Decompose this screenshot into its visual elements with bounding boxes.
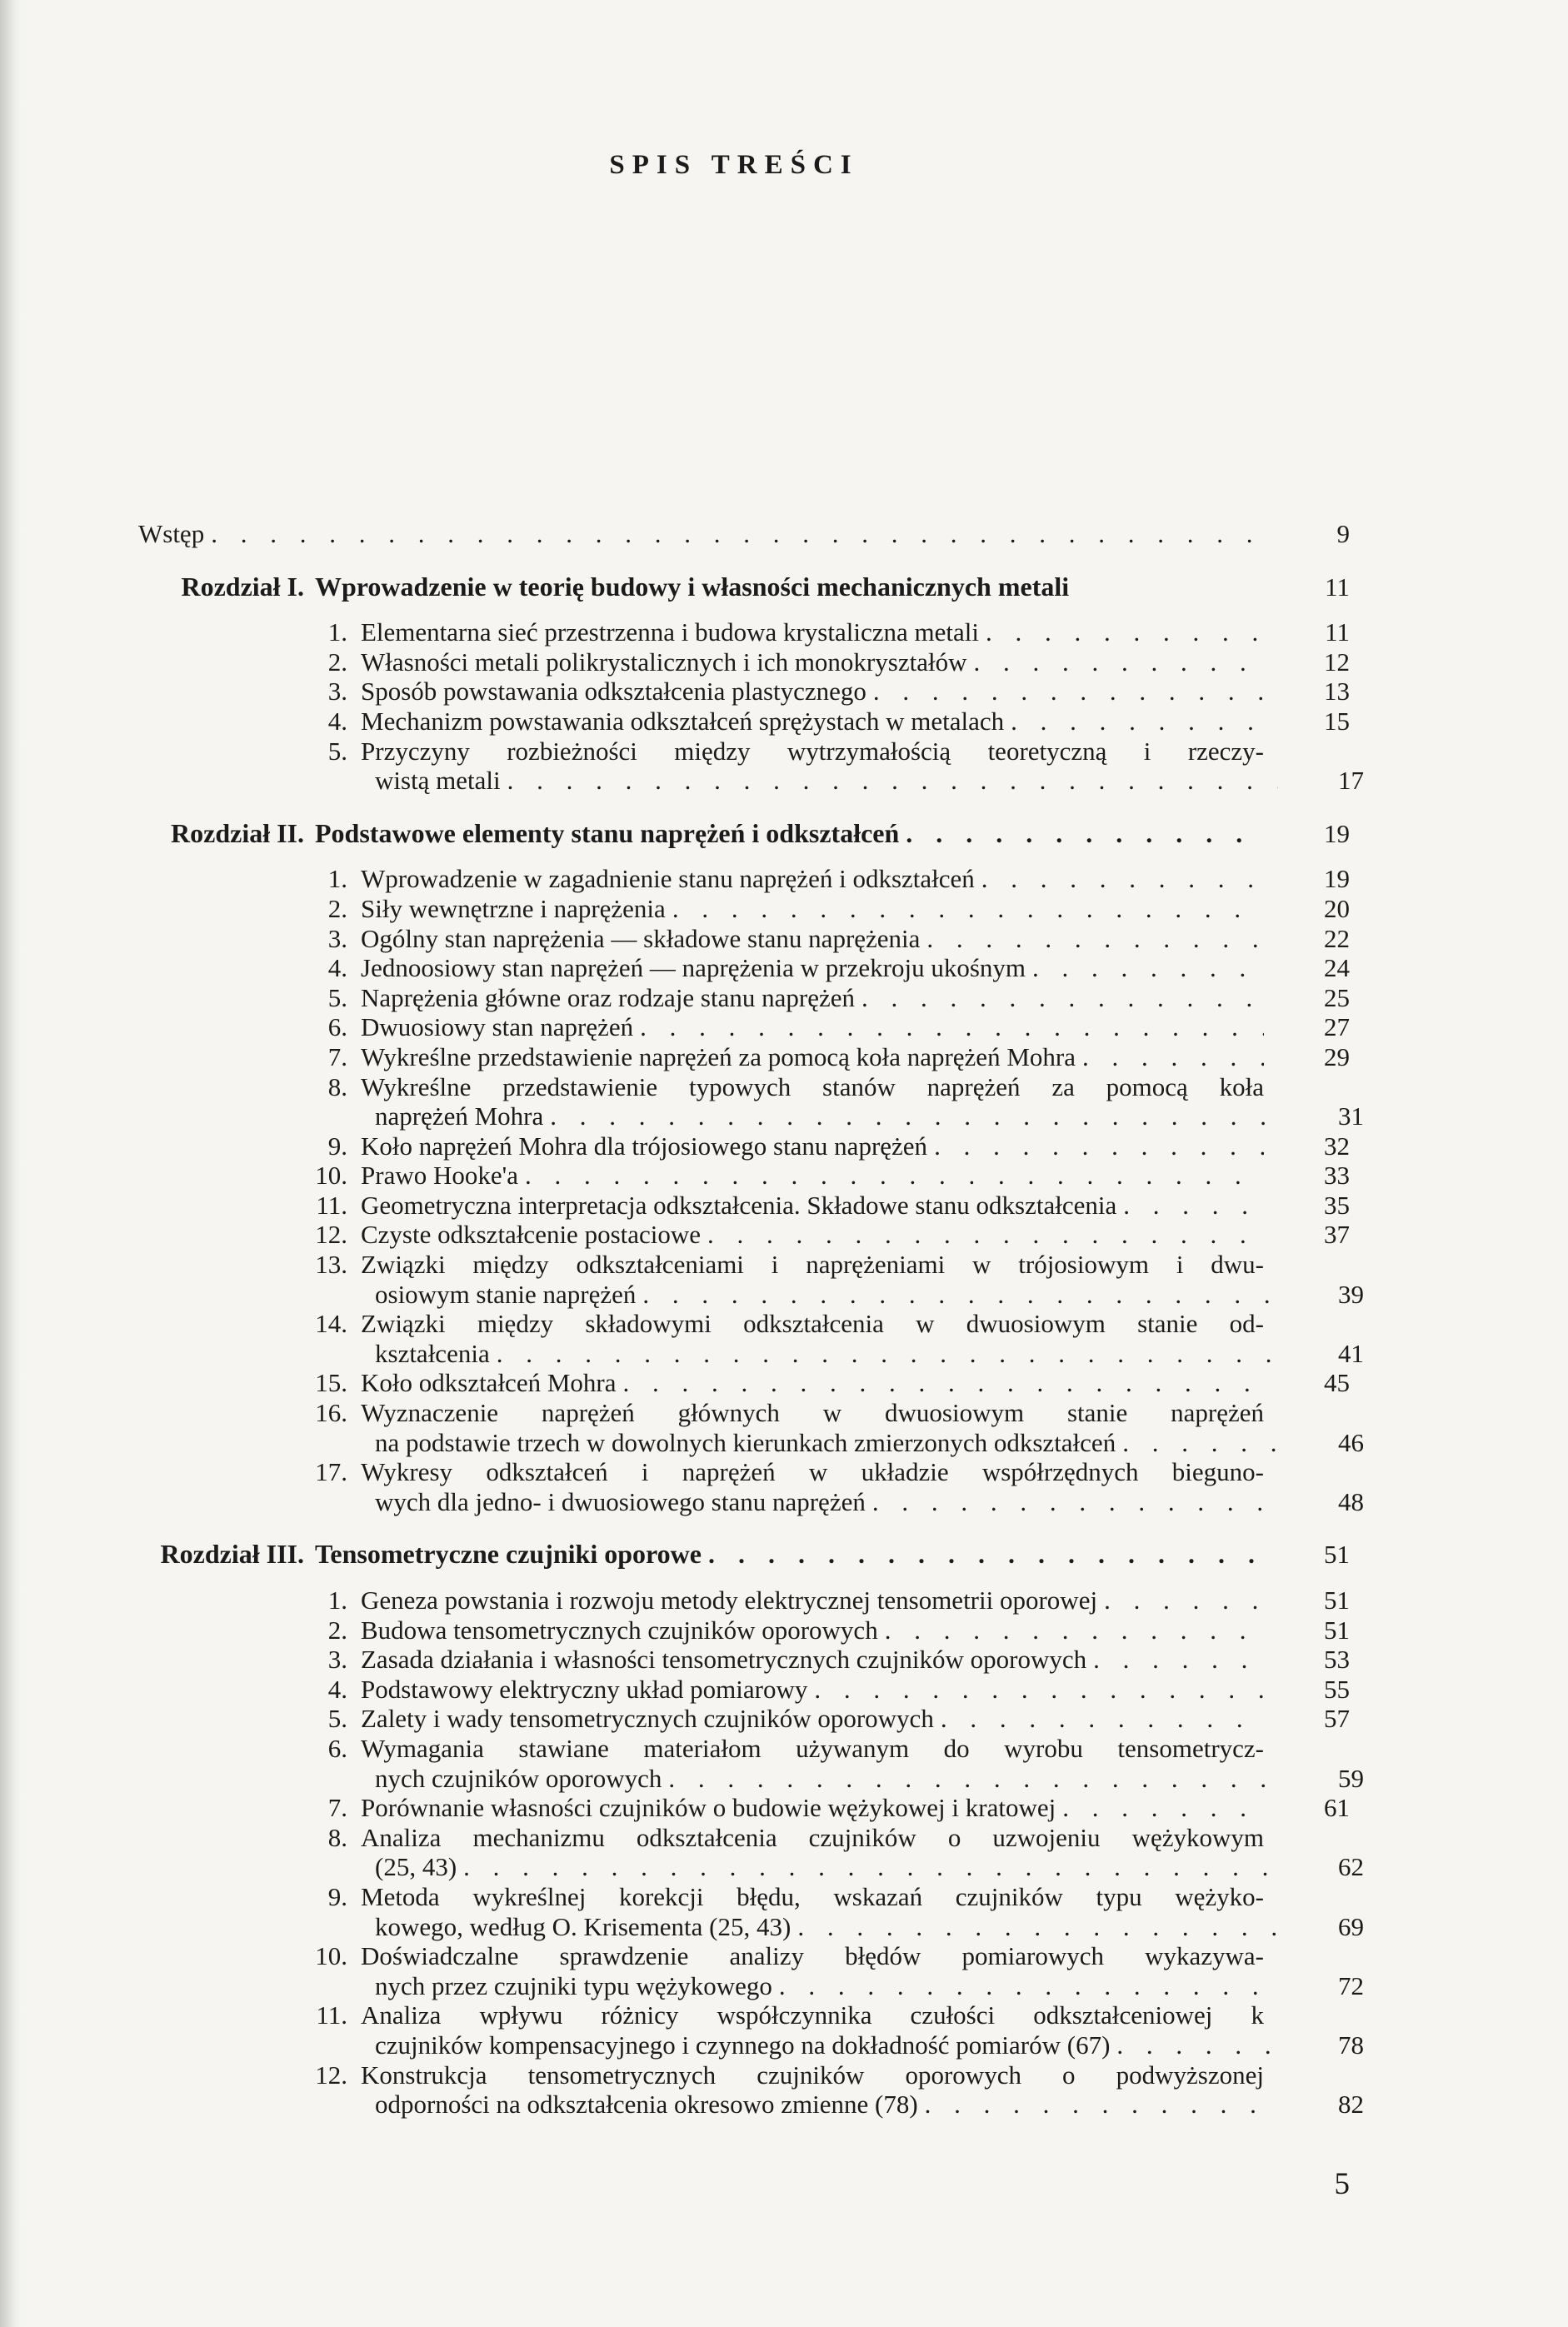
chapter-title: Wprowadzenie w teorię budowy i własności mechanicznych metali	[315, 572, 1070, 602]
section-page: 55	[1324, 1674, 1350, 1704]
section-number: 5.	[327, 1704, 347, 1734]
section-title-line: osiowym stanie naprężeń	[375, 1279, 637, 1309]
section-text-col	[361, 983, 1264, 1013]
section-title-line: Mechanizm powstawania odkształceń sprężystach w metalach	[361, 706, 1005, 736]
section-text-col	[361, 1823, 1264, 1853]
section-title-line: Doświadczalne sprawdzenie analizy błędów pomiarowych wykazywa-	[361, 1941, 1264, 1971]
section-entry-line	[0, 1131, 1568, 1161]
section-title-line: Prawo Hooke'a	[361, 1161, 518, 1191]
dot-leader	[855, 983, 1264, 1013]
section-text-col	[361, 894, 1264, 924]
section-number: 11.	[316, 2000, 347, 2030]
section-page: 51	[1324, 1615, 1350, 1645]
dot-leader	[1110, 2030, 1278, 2060]
section-number: 10.	[315, 1161, 347, 1191]
section-page: 78	[1338, 2030, 1364, 2060]
section-page: 31	[1338, 1101, 1364, 1131]
section-page: 32	[1324, 1131, 1350, 1161]
section-text-col	[361, 1072, 1264, 1102]
section-number: 2.	[327, 1615, 347, 1645]
dot-leader	[791, 1912, 1278, 1942]
section-text-col	[361, 707, 1264, 737]
section-entry-line	[0, 617, 1568, 647]
chapter-page: 51	[1324, 1540, 1350, 1570]
dot-leader	[633, 1012, 1264, 1042]
section-title-line: Konstrukcja tensometrycznych czujników oporowych o podwyższonej	[361, 2060, 1264, 2090]
section-page: 22	[1324, 923, 1350, 953]
section-entry-line	[0, 1309, 1568, 1339]
section-text-col	[361, 1191, 1264, 1221]
dot-leader	[807, 1675, 1264, 1705]
section-number: 4.	[327, 953, 347, 983]
dot-leader	[1056, 1793, 1264, 1823]
section-number: 15.	[315, 1368, 347, 1398]
section-text-col	[361, 2060, 1264, 2090]
section-number: 2.	[327, 647, 347, 677]
section-entry-line	[0, 1823, 1568, 1853]
section-page: 48	[1338, 1486, 1364, 1516]
section-text-col	[361, 1339, 1278, 1369]
section-number: 1.	[327, 864, 347, 894]
chapter-label: Rozdział II.	[171, 817, 304, 848]
section-title-line: Zasada działania i własności tensometrycznych czujników oporowych	[361, 1645, 1087, 1675]
section-entry-line	[0, 737, 1568, 767]
section-page: 13	[1324, 677, 1350, 707]
dot-leader	[518, 1161, 1264, 1191]
section-title-line: Wykreślne przedstawienie typowych stanów naprężeń za pomocą koła	[361, 1071, 1264, 1101]
section-text-col	[361, 1675, 1264, 1705]
page-number: 5	[1334, 2167, 1350, 2201]
page-title: SPIS TREŚCI	[609, 150, 859, 180]
section-entry-line	[0, 1191, 1568, 1221]
section-entry-line	[0, 1487, 1568, 1517]
section-entry-line	[0, 983, 1568, 1013]
dot-leader	[204, 519, 1264, 549]
section-page: 61	[1324, 1793, 1350, 1823]
dot-leader	[772, 1971, 1278, 2001]
section-entry-line	[0, 1882, 1568, 1912]
section-title-line: naprężeń Mohra	[375, 1101, 544, 1131]
section-page: 17	[1338, 766, 1364, 796]
section-title-line: wistą metali	[375, 766, 501, 796]
intro-page: 9	[1336, 519, 1350, 548]
section-page: 62	[1338, 1852, 1364, 1882]
section-entry-line	[0, 1734, 1568, 1764]
section-number: 13.	[315, 1250, 347, 1280]
section-text-col	[361, 864, 1264, 894]
section-page: 57	[1324, 1704, 1350, 1734]
chapter-title-col	[315, 1540, 1264, 1570]
dot-leader	[702, 1540, 1264, 1570]
section-title-line: wych dla jedno- i dwuosiowego stanu naprężeń	[375, 1486, 866, 1516]
dot-leader	[490, 1339, 1278, 1369]
section-title-line: Sposób powstawania odkształcenia plastycznego	[361, 677, 866, 707]
section-entry-line	[0, 1280, 1568, 1310]
section-text-col	[361, 1487, 1278, 1517]
chapter-title-col	[315, 819, 1264, 849]
section-text-col	[361, 1764, 1278, 1794]
dot-leader	[979, 617, 1264, 647]
dot-leader	[636, 1280, 1278, 1310]
section-page: 82	[1338, 2090, 1364, 2120]
section-number: 10.	[315, 1941, 347, 1971]
section-text-col	[361, 1912, 1278, 1942]
section-text-col	[361, 1882, 1264, 1912]
section-entry-line	[0, 707, 1568, 737]
section-entry-line	[0, 1250, 1568, 1280]
section-number: 3.	[327, 677, 347, 707]
section-text-col	[361, 2090, 1278, 2120]
section-number: 7.	[327, 1793, 347, 1823]
section-entry-line	[0, 894, 1568, 924]
section-page: 59	[1338, 1763, 1364, 1793]
dot-leader	[701, 1220, 1264, 1250]
section-title-line: Wyznaczenie naprężeń głównych w dwuosiowym stanie naprężeń	[361, 1398, 1264, 1428]
section-page: 29	[1324, 1041, 1350, 1071]
section-text-col	[361, 1615, 1264, 1645]
section-text-col	[361, 1250, 1264, 1280]
section-title-line: Wykresy odkształceń i naprężeń w układzie współrzędnych bieguno-	[361, 1457, 1264, 1487]
section-entry-line	[0, 1428, 1568, 1458]
section-entry-line	[0, 1615, 1568, 1645]
section-text-col	[361, 1793, 1264, 1823]
section-number: 11.	[316, 1190, 347, 1220]
section-number: 8.	[327, 1071, 347, 1101]
section-text-col	[361, 1131, 1264, 1161]
section-page: 46	[1338, 1427, 1364, 1457]
section-entry-line	[0, 677, 1568, 707]
section-page: 69	[1338, 1911, 1364, 1941]
section-entry-line	[0, 1220, 1568, 1250]
section-title-line: Analiza mechanizmu odkształcenia czujników o uzwojeniu wężykowym	[361, 1822, 1264, 1852]
section-title-line: Związki między odkształceniami i naprężeniami w trójosiowym i dwu-	[361, 1250, 1264, 1280]
chapter-heading	[0, 819, 1568, 849]
section-page: 11	[1325, 617, 1350, 647]
section-number: 4.	[327, 1674, 347, 1704]
section-title-line: kształcenia	[375, 1338, 490, 1368]
section-title-line: Elementarna sieć przestrzenna i budowa krystaliczna metali	[361, 617, 979, 647]
section-text-col	[361, 2000, 1264, 2030]
section-title-line: czujników kompensacyjnego i czynnego na dokładność pomiarów (67)	[375, 2030, 1111, 2060]
dot-leader	[866, 1487, 1278, 1517]
section-text-col	[361, 1398, 1264, 1428]
chapter-heading	[0, 1540, 1568, 1570]
section-entry-line	[0, 2060, 1568, 2090]
dot-leader	[1004, 707, 1264, 737]
section-title-line: Wymagania stawiane materiałom używanym do wyrobu tensometrycz-	[361, 1733, 1264, 1763]
section-entry-line	[0, 1941, 1568, 1971]
dot-leader	[920, 924, 1264, 954]
section-title-line: Koło naprężeń Mohra dla trójosiowego stanu naprężeń	[361, 1131, 928, 1161]
section-entry-line	[0, 1675, 1568, 1705]
section-page: 72	[1338, 1970, 1364, 2000]
section-number: 16.	[315, 1398, 347, 1428]
section-title-line: nych czujników oporowych	[375, 1763, 662, 1793]
section-title-line: odporności na odkształcenia okresowo zmienne (78)	[375, 2090, 918, 2120]
section-text-col	[361, 1368, 1264, 1398]
section-text-col	[361, 924, 1264, 954]
section-title-line: Geneza powstania i rozwoju metody elektrycznej tensometrii oporowej	[361, 1585, 1098, 1615]
dot-leader	[1076, 1042, 1264, 1072]
section-text-col	[361, 766, 1278, 796]
section-number: 17.	[315, 1457, 347, 1487]
chapter-page: 11	[1325, 572, 1350, 602]
section-title-line: Własności metali polikrystalicznych i ich monokryształów	[361, 647, 967, 677]
section-page: 53	[1324, 1645, 1350, 1675]
dot-leader	[966, 647, 1264, 677]
section-title-line: Koło odkształceń Mohra	[361, 1368, 617, 1398]
section-entry-line	[0, 647, 1568, 677]
section-text-col	[361, 1704, 1264, 1734]
section-entry-line	[0, 2000, 1568, 2030]
chapter-title-col	[315, 572, 1264, 602]
dot-leader	[975, 864, 1264, 894]
chapter-page: 19	[1324, 818, 1350, 848]
dot-leader	[1116, 1191, 1264, 1221]
section-number: 7.	[327, 1041, 347, 1071]
dot-leader	[1097, 1585, 1264, 1615]
section-title-line: Związki między składowymi odkształcenia w dwuosiowym stanie od-	[361, 1309, 1264, 1339]
section-entry-line	[0, 1072, 1568, 1102]
section-text-col	[361, 1161, 1264, 1191]
chapter-label: Rozdział III.	[160, 1539, 304, 1570]
section-text-col	[361, 953, 1264, 983]
dot-leader	[666, 894, 1264, 924]
section-title-line: Analiza wpływu różnicy współczynnika czułości odkształceniowej k	[361, 2000, 1264, 2030]
section-entry-line	[0, 1339, 1568, 1369]
dot-leader	[866, 677, 1264, 707]
dot-leader	[543, 1101, 1278, 1131]
section-number: 3.	[327, 1645, 347, 1675]
section-text-col	[361, 737, 1264, 767]
section-title-line: (25, 43)	[375, 1852, 457, 1882]
chapter-title: Tensometryczne czujniki oporowe	[315, 1540, 702, 1570]
section-page: 33	[1324, 1161, 1350, 1191]
section-entry-line	[0, 1398, 1568, 1428]
section-page: 39	[1338, 1279, 1364, 1309]
section-title-line: Przyczyny rozbieżności między wytrzymałością teoretyczną i rzeczy-	[361, 736, 1264, 766]
dot-leader	[927, 1131, 1264, 1161]
section-title-line: Naprężenia główne oraz rodzaje stanu naprężeń	[361, 982, 855, 1012]
section-title-line: Ogólny stan naprężenia — składowe stanu naprężenia	[361, 923, 921, 953]
section-title-line: nych przez czujniki typu wężykowego	[375, 1970, 772, 2000]
section-page: 24	[1324, 953, 1350, 983]
section-title-line: kowego, według O. Krisementa (25, 43)	[375, 1911, 791, 1941]
section-text-col	[361, 1101, 1278, 1131]
section-page: 12	[1324, 647, 1350, 677]
section-entry-line	[0, 1368, 1568, 1398]
section-page: 51	[1324, 1585, 1350, 1615]
table-of-contents	[0, 519, 1568, 2120]
section-text-col	[361, 1309, 1264, 1339]
dot-leader	[934, 1704, 1264, 1734]
section-text-col	[361, 1941, 1264, 1971]
chapter-title: Podstawowe elementy stanu naprężeń i odkształceń	[315, 818, 900, 848]
section-title-line: Zalety i wady tensometrycznych czujników oporowych	[361, 1704, 934, 1734]
dot-leader	[899, 819, 1264, 849]
section-entry-line	[0, 924, 1568, 954]
section-entry-line	[0, 1042, 1568, 1072]
section-number: 8.	[327, 1822, 347, 1852]
dot-leader	[662, 1764, 1278, 1794]
section-number: 4.	[327, 706, 347, 736]
section-entry-line	[0, 2030, 1568, 2060]
chapter-heading	[0, 572, 1568, 602]
section-text-col	[361, 1585, 1264, 1615]
section-text-col	[361, 1042, 1264, 1072]
section-entry-line	[0, 1645, 1568, 1675]
section-title-line: Wykreślne przedstawienie naprężeń za pomocą koła naprężeń Mohra	[361, 1041, 1076, 1071]
section-number: 1.	[327, 1585, 347, 1615]
section-entry-line	[0, 953, 1568, 983]
section-title-line: Wprowadzenie w zagadnienie stanu naprężeń i odkształceń	[361, 864, 975, 894]
section-page: 35	[1324, 1190, 1350, 1220]
section-page: 41	[1338, 1338, 1364, 1368]
dot-leader	[1086, 1645, 1264, 1675]
section-entry-line	[0, 1793, 1568, 1823]
section-text-col	[361, 2030, 1278, 2060]
section-entry-line	[0, 1585, 1568, 1615]
section-title-line: Porównanie własności czujników o budowie wężykowej i kratowej	[361, 1793, 1056, 1823]
toc-entry-intro	[0, 519, 1568, 549]
section-entry-line	[0, 864, 1568, 894]
section-title-line: Podstawowy elektryczny układ pomiarowy	[361, 1674, 808, 1704]
section-page: 45	[1324, 1368, 1350, 1398]
section-title-line: na podstawie trzech w dowolnych kierunkach zmierzonych odkształceń	[375, 1427, 1116, 1457]
section-page: 19	[1324, 864, 1350, 894]
section-number: 9.	[327, 1881, 347, 1911]
section-number: 12.	[315, 1220, 347, 1250]
section-number: 1.	[327, 617, 347, 647]
section-text-col	[361, 1645, 1264, 1675]
section-number: 3.	[327, 923, 347, 953]
section-title-line: Siły wewnętrzne i naprężenia	[361, 893, 666, 923]
section-entry-line	[0, 1971, 1568, 2001]
section-entry-line	[0, 766, 1568, 796]
section-entry-line	[0, 1764, 1568, 1794]
section-text-col	[361, 1457, 1264, 1487]
section-number: 9.	[327, 1131, 347, 1161]
section-text-col	[361, 1428, 1278, 1458]
dot-leader	[1026, 953, 1264, 983]
intro-label: Wstęp	[138, 519, 205, 548]
chapter-label: Rozdział I.	[181, 571, 304, 602]
section-title-line: Jednoosiowy stan naprężeń — naprężenia w przekroju ukośnym	[361, 953, 1026, 983]
section-text-col	[361, 1971, 1278, 2001]
section-title-line: Budowa tensometrycznych czujników oporowych	[361, 1615, 878, 1645]
dot-leader	[918, 2090, 1278, 2120]
section-page: 20	[1324, 893, 1350, 923]
section-number: 6.	[327, 1733, 347, 1763]
section-entry-line	[0, 1457, 1568, 1487]
section-number: 2.	[327, 893, 347, 923]
section-page: 37	[1324, 1220, 1350, 1250]
section-title-line: Geometryczna interpretacja odkształcenia. Składowe stanu odkształcenia	[361, 1190, 1117, 1220]
section-entry-line	[0, 1101, 1568, 1131]
section-page: 25	[1324, 982, 1350, 1012]
section-number: 5.	[327, 982, 347, 1012]
intro-text-col	[138, 519, 1264, 549]
section-page: 15	[1324, 706, 1350, 736]
dot-leader	[501, 766, 1278, 796]
section-entry-line	[0, 1912, 1568, 1942]
section-title-line: Metoda wykreślnej korekcji błędu, wskazań czujników typu wężyko-	[361, 1881, 1264, 1911]
section-page: 27	[1324, 1012, 1350, 1042]
section-number: 14.	[315, 1309, 347, 1339]
section-text-col	[361, 1012, 1264, 1042]
dot-leader	[1116, 1428, 1278, 1458]
dot-leader	[616, 1368, 1264, 1398]
section-entry-line	[0, 2090, 1568, 2120]
section-entry-line	[0, 1704, 1568, 1734]
section-title-line: Czyste odkształcenie postaciowe	[361, 1220, 702, 1250]
section-number: 5.	[327, 736, 347, 766]
section-text-col	[361, 647, 1264, 677]
section-text-col	[361, 617, 1264, 647]
section-entry-line	[0, 1852, 1568, 1882]
dot-leader	[878, 1615, 1264, 1645]
section-title-line: Dwuosiowy stan naprężeń	[361, 1012, 634, 1042]
section-number: 6.	[327, 1012, 347, 1042]
section-entry-line	[0, 1012, 1568, 1042]
section-text-col	[361, 677, 1264, 707]
section-text-col	[361, 1280, 1278, 1310]
section-entry-line	[0, 1161, 1568, 1191]
section-text-col	[361, 1734, 1264, 1764]
section-number: 12.	[315, 2060, 347, 2090]
section-text-col	[361, 1852, 1278, 1882]
dot-leader	[457, 1852, 1278, 1882]
section-text-col	[361, 1220, 1264, 1250]
